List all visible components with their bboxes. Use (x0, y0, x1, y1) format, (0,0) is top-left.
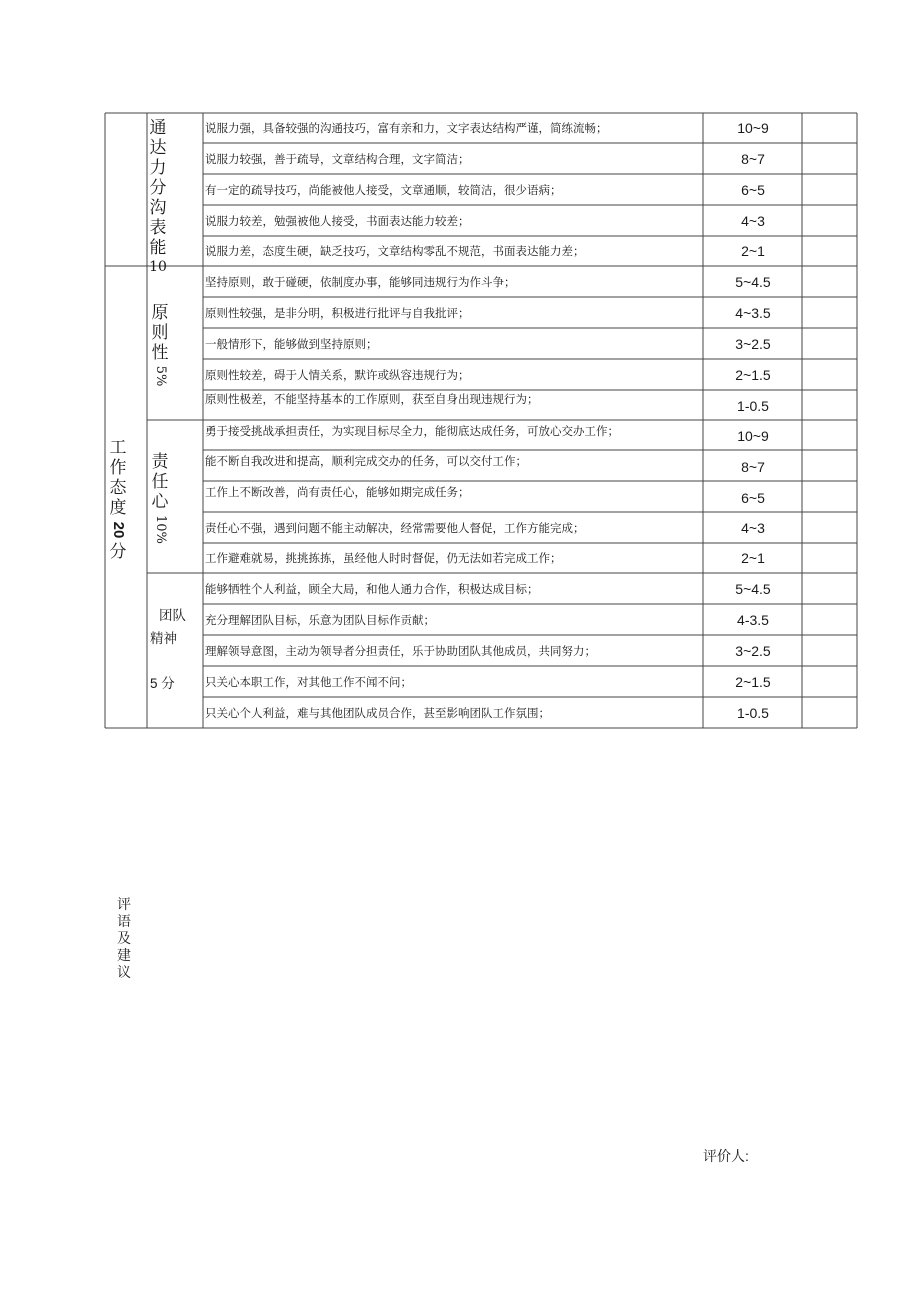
comments-label-char: 议 (117, 965, 131, 981)
criteria-description: 只关心本职工作，对其他工作不闻不问； (205, 675, 412, 689)
comments-label (114, 897, 134, 982)
criteria-description: 说服力强，具备较强的沟通技巧，富有亲和力，文字表达结构严谨，简练流畅； (205, 121, 608, 135)
principle-label-char: 原 (151, 303, 169, 323)
score-range: 8~7 (741, 459, 765, 475)
criteria-description: 责任心不强，遇到问题不能主动解决，经常需要他人督促，工作方能完成； (205, 521, 585, 535)
communication-label-char: 通 (149, 118, 167, 138)
responsibility-label (147, 452, 173, 544)
principle-label-char: 性 (151, 343, 169, 363)
attitude-label-unit: 分 (109, 542, 127, 562)
responsibility-label-char: 心 (151, 492, 169, 512)
communication-label-score: 10 (149, 259, 167, 275)
criteria-description: 勇于接受挑战承担责任，为实现目标尽全力，能彻底达成任务，可放心交办工作； (205, 424, 619, 438)
score-range: 2~1.5 (735, 367, 771, 383)
score-range: 3~2.5 (735, 643, 771, 659)
communication-label (147, 118, 169, 276)
attitude-label-score: 20 (110, 521, 127, 539)
score-range: 2~1 (741, 550, 765, 566)
comments-label-char: 建 (117, 948, 131, 964)
comments-label-char: 及 (117, 931, 131, 947)
score-range: 6~5 (741, 182, 765, 198)
responsibility-label-char: 责 (151, 452, 169, 472)
attitude-label-char: 度 (109, 498, 127, 518)
score-range: 4~3 (741, 520, 765, 536)
criteria-description: 说服力差，态度生硬，缺乏技巧，文章结构零乱不规范，书面表达能力差； (205, 244, 585, 258)
score-range: 4-3.5 (737, 612, 769, 628)
criteria-description: 理解领导意图，主动为领导者分担责任，乐于协助团队其他成员，共同努力； (205, 644, 596, 658)
score-range: 8~7 (741, 151, 765, 167)
score-range: 3~2.5 (735, 336, 771, 352)
responsibility-label-score: 10% (153, 515, 168, 544)
attitude-label (105, 438, 131, 562)
score-range: 4~3 (741, 213, 765, 229)
principle-label-char: 则 (151, 323, 169, 343)
attitude-label-char: 态 (109, 478, 127, 498)
comments-label-char: 语 (117, 914, 131, 930)
criteria-description: 原则性较差，碍于人情关系，默许或纵容违规行为； (205, 368, 470, 382)
criteria-description: 坚持原则，敢于碰硬，依制度办事，能够同违规行为作斗争； (205, 275, 516, 289)
criteria-description: 原则性较强，是非分明，积极进行批评与自我批评； (205, 306, 470, 320)
criteria-description: 工作避难就易，挑挑拣拣，虽经他人时时督促，仍无法如若完成工作； (205, 551, 562, 565)
criteria-description: 原则性极差，不能坚持基本的工作原则，获至自身出现违规行为； (205, 392, 539, 406)
score-range: 2~1 (741, 243, 765, 259)
score-range: 2~1.5 (735, 674, 771, 690)
principle-label-score: 5% (153, 365, 168, 387)
criteria-description: 有一定的疏导技巧，尚能被他人接受，文章通顺，较简洁，很少语病； (205, 183, 562, 197)
attitude-label-char: 工 (109, 438, 127, 458)
score-range: 6~5 (741, 490, 765, 506)
teamwork-label-line2: 精神 (150, 631, 177, 646)
communication-label-char: 表 (149, 218, 167, 238)
comments-label-char: 评 (117, 897, 131, 913)
score-range: 10~9 (737, 428, 769, 444)
criteria-description: 工作上不断改善，尚有责任心，能够如期完成任务； (205, 485, 470, 499)
criteria-description: 能不断自我改进和提高，顺利完成交办的任务，可以交付工作； (205, 454, 527, 468)
score-range: 5~4.5 (735, 274, 771, 290)
communication-label-char: 达 (149, 138, 167, 158)
score-range: 10~9 (737, 120, 769, 136)
criteria-description: 说服力较强，善于疏导，文章结构合理，文字简洁； (205, 152, 470, 166)
evaluator-label: 评价人: (703, 1148, 749, 1164)
score-range: 1-0.5 (737, 705, 769, 721)
communication-label-char: 分 (149, 178, 167, 198)
criteria-description: 一般情形下，能够做到坚持原则； (205, 337, 378, 351)
criteria-description: 说服力较差，勉强被他人接受，书面表达能力较差； (205, 214, 470, 228)
score-range: 1-0.5 (737, 398, 769, 414)
criteria-description: 充分理解团队目标，乐意为团队目标作贡献； (205, 613, 435, 627)
criteria-description: 只关心个人利益，难与其他团队成员合作，甚至影响团队工作氛围； (205, 706, 550, 720)
score-range: 5~4.5 (735, 581, 771, 597)
communication-label-char: 力 (149, 158, 167, 178)
communication-label-char: 沟 (149, 198, 167, 218)
criteria-description: 能够牺牲个人利益，顾全大局，和他人通力合作，积极达成目标； (205, 582, 539, 596)
attitude-label-char: 作 (109, 458, 127, 478)
teamwork-label-line1: 团队 (159, 608, 186, 623)
responsibility-label-char: 任 (151, 472, 169, 492)
teamwork-label-line3: 5 分 (150, 676, 175, 691)
communication-label-char: 能 (149, 238, 167, 258)
principle-label (147, 303, 173, 389)
score-range: 4~3.5 (735, 305, 771, 321)
